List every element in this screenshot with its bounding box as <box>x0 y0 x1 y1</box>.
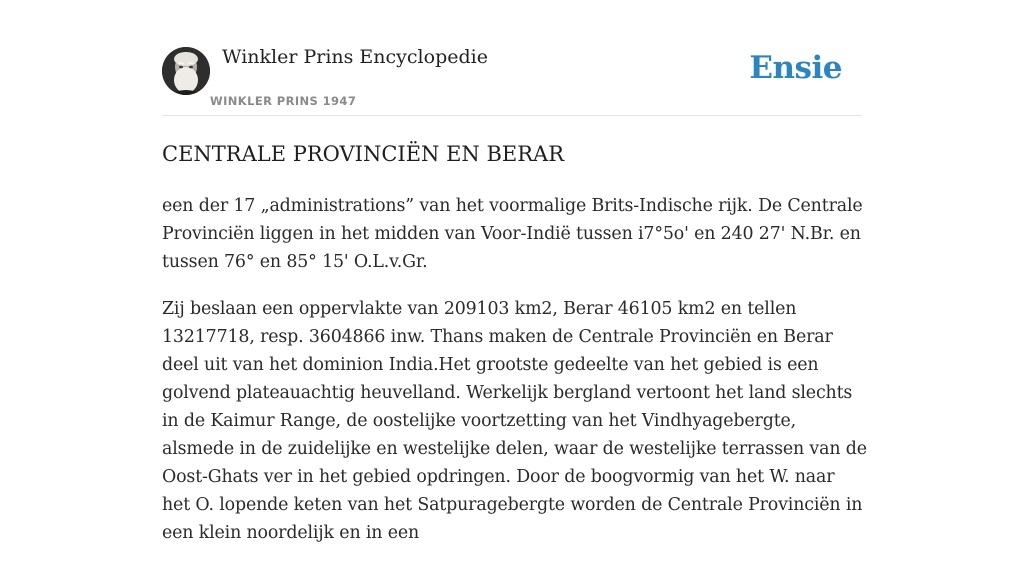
brand-logo[interactable]: Ensie <box>749 50 842 86</box>
source-label[interactable]: WINKLER PRINS 1947 <box>210 94 357 108</box>
portrait-icon <box>162 47 210 95</box>
article-paragraph: Zij beslaan een oppervlakte van 209103 km2, Berar 46105 km2 en tellen 13217718, resp. 3604866 inw. Thans maken de Centrale Provinciën en Berar deel uit van het dominion India.Het grootste gedeelte van het gebied is een golvend plateauachtig heuvelland. Werkelijk bergland vertoont het land slechts in de Kaimur Range, de oostelijke voortzetting van het Vindhyagebergte, alsmede in de zuidelijke en westelijke delen, waar de westelijke terrassen van de Oost-Ghats ver in het gebied opdringen. Door de boogvormig van het W. naar het O. lopende keten van het Satpuragebergte worden de Centrale Provinciën in een klein noordelijk en in een <box>162 299 867 543</box>
article-title: CENTRALE PROVINCIËN EN BERAR <box>162 142 565 166</box>
site-name[interactable]: Winkler Prins Encyclopedie <box>222 46 488 68</box>
article-body <box>162 192 867 566</box>
author-avatar[interactable] <box>162 47 210 95</box>
article-paragraph: een der 17 „administrations” van het voormalige Brits-Indische rijk. De Centrale Provinciën liggen in het midden van Voor-Indië tussen i7°5o' en 240 27' N.Br. en tussen 76° en 85° 15' O.L.v.Gr. <box>162 196 863 272</box>
header-divider <box>162 115 862 116</box>
